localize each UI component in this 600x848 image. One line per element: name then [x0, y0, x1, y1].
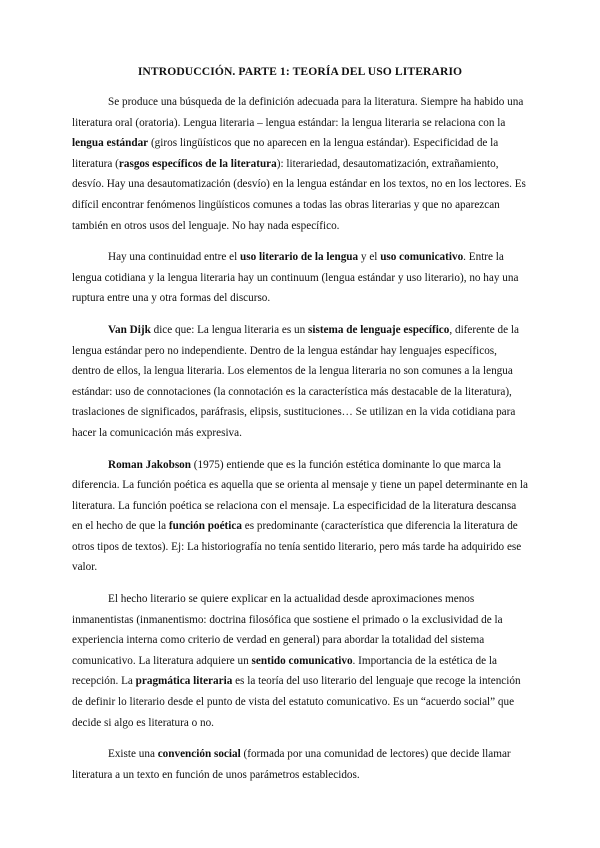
- bold-term: convención social: [157, 748, 241, 761]
- document-page: [72, 64, 528, 796]
- text-run: , diferente de la lengua estándar pero no independiente. Dentro de la lengua estándar hay lenguajes específicos, dentro de ellos, la lengua literaria. Los elementos de la lengua literaria no son comunes a la lengua estándar: uso de connotaciones (la connotación es la característica más destacable de la literatura), traslaciones de significados, paráfrasis, elipsis, sustituciones… Se utilizan en la vida cotidiana para hacer la comunicación más expresiva.: [72, 323, 519, 439]
- text-run: . Importancia de la estética de la recepción. La: [72, 654, 497, 688]
- paragraph: [72, 455, 528, 579]
- bold-term: pragmática literaria: [135, 675, 233, 688]
- bold-term: Van Dijk: [108, 323, 151, 336]
- paragraph: [72, 589, 528, 733]
- text-run: dice que: La lengua literaria es un: [150, 323, 308, 336]
- text-run: es predominante (característica que diferencia la literatura de otros tipos de textos). Ej: La historiografía no tenía sentido literario, pero más tarde ha adquirido ese valor.: [72, 520, 522, 574]
- paragraph: [72, 744, 528, 785]
- bold-term: sentido comunicativo: [251, 654, 353, 667]
- text-run: El hecho literario se quiere explicar en la actualidad desde aproximaciones menos inmanentistas (inmanentismo: doctrina filosófica que sostiene el primado o la exclusividad de la experiencia interna como criterio de verdad en general) para abordar la totalidad del sistema comunicativo. La literatura adquiere un: [72, 593, 503, 667]
- text-run: (1975) entiende que es la función estética dominante lo que marca la diferencia. La función poética es aquella que se orienta al mensaje y tiene un papel determinante en la literatura. La función poética se relaciona con el mensaje. La especificidad de la literatura descansa en el hecho de que la: [72, 458, 528, 533]
- text-run: ): literariedad, desautomatización, extrañamiento, desvío. Hay una desautomatización (desvío) en la lengua estándar en los textos, no en los lectores. Es difícil encontrar fenómenos lingüísticos comunes a todas las obras literarias y que no aparezcan también en otros usos del lenguaje. No hay nada específico.: [72, 157, 526, 232]
- bold-term: uso comunicativo: [380, 251, 464, 264]
- text-run: es la teoría del uso literario del lenguaje que recoge la intención de definir lo literario desde el punto de vista del estatuto comunicativo. Es un “acuerdo social” que decide si algo es literatura o no.: [72, 675, 521, 729]
- bold-term: uso literario de la lengua: [240, 251, 359, 264]
- bold-term: sistema de lenguaje específico: [308, 323, 450, 336]
- text-run: (formada por una comunidad de lectores) que decide llamar literatura a un texto en función de unos parámetros establecidos.: [72, 748, 511, 781]
- bold-term: Roman Jakobson: [108, 458, 191, 471]
- text-run: Hay una continuidad entre el: [108, 251, 241, 264]
- text-run: Se produce una búsqueda de la definición adecuada para la literatura. Siempre ha habido una literatura oral (oratoria). Lengua literaria – lengua estándar: la lengua literaria se relaciona con la: [72, 96, 524, 129]
- text-run: (giros lingüísticos que no aparecen en la lengua estándar). Especificidad de la literatura (: [72, 137, 499, 170]
- paragraph: [72, 92, 528, 236]
- paragraph: [72, 247, 528, 309]
- bold-term: lengua estándar: [72, 137, 149, 150]
- bold-term: rasgos específicos de la literatura: [118, 157, 277, 170]
- document-body: [72, 92, 528, 785]
- paragraph: [72, 320, 528, 444]
- text-run: Existe una: [108, 748, 158, 761]
- text-run: y el: [358, 251, 381, 264]
- document-title: INTRODUCCIÓN. PARTE 1: TEORÍA DEL USO LITERARIO: [137, 65, 463, 78]
- text-run: . Entre la lengua cotidiana y la lengua literaria hay un continuum (lengua estándar y uso literario), no hay una ruptura entre una y otra formas del discurso.: [72, 251, 519, 305]
- bold-term: función poética: [168, 520, 242, 533]
